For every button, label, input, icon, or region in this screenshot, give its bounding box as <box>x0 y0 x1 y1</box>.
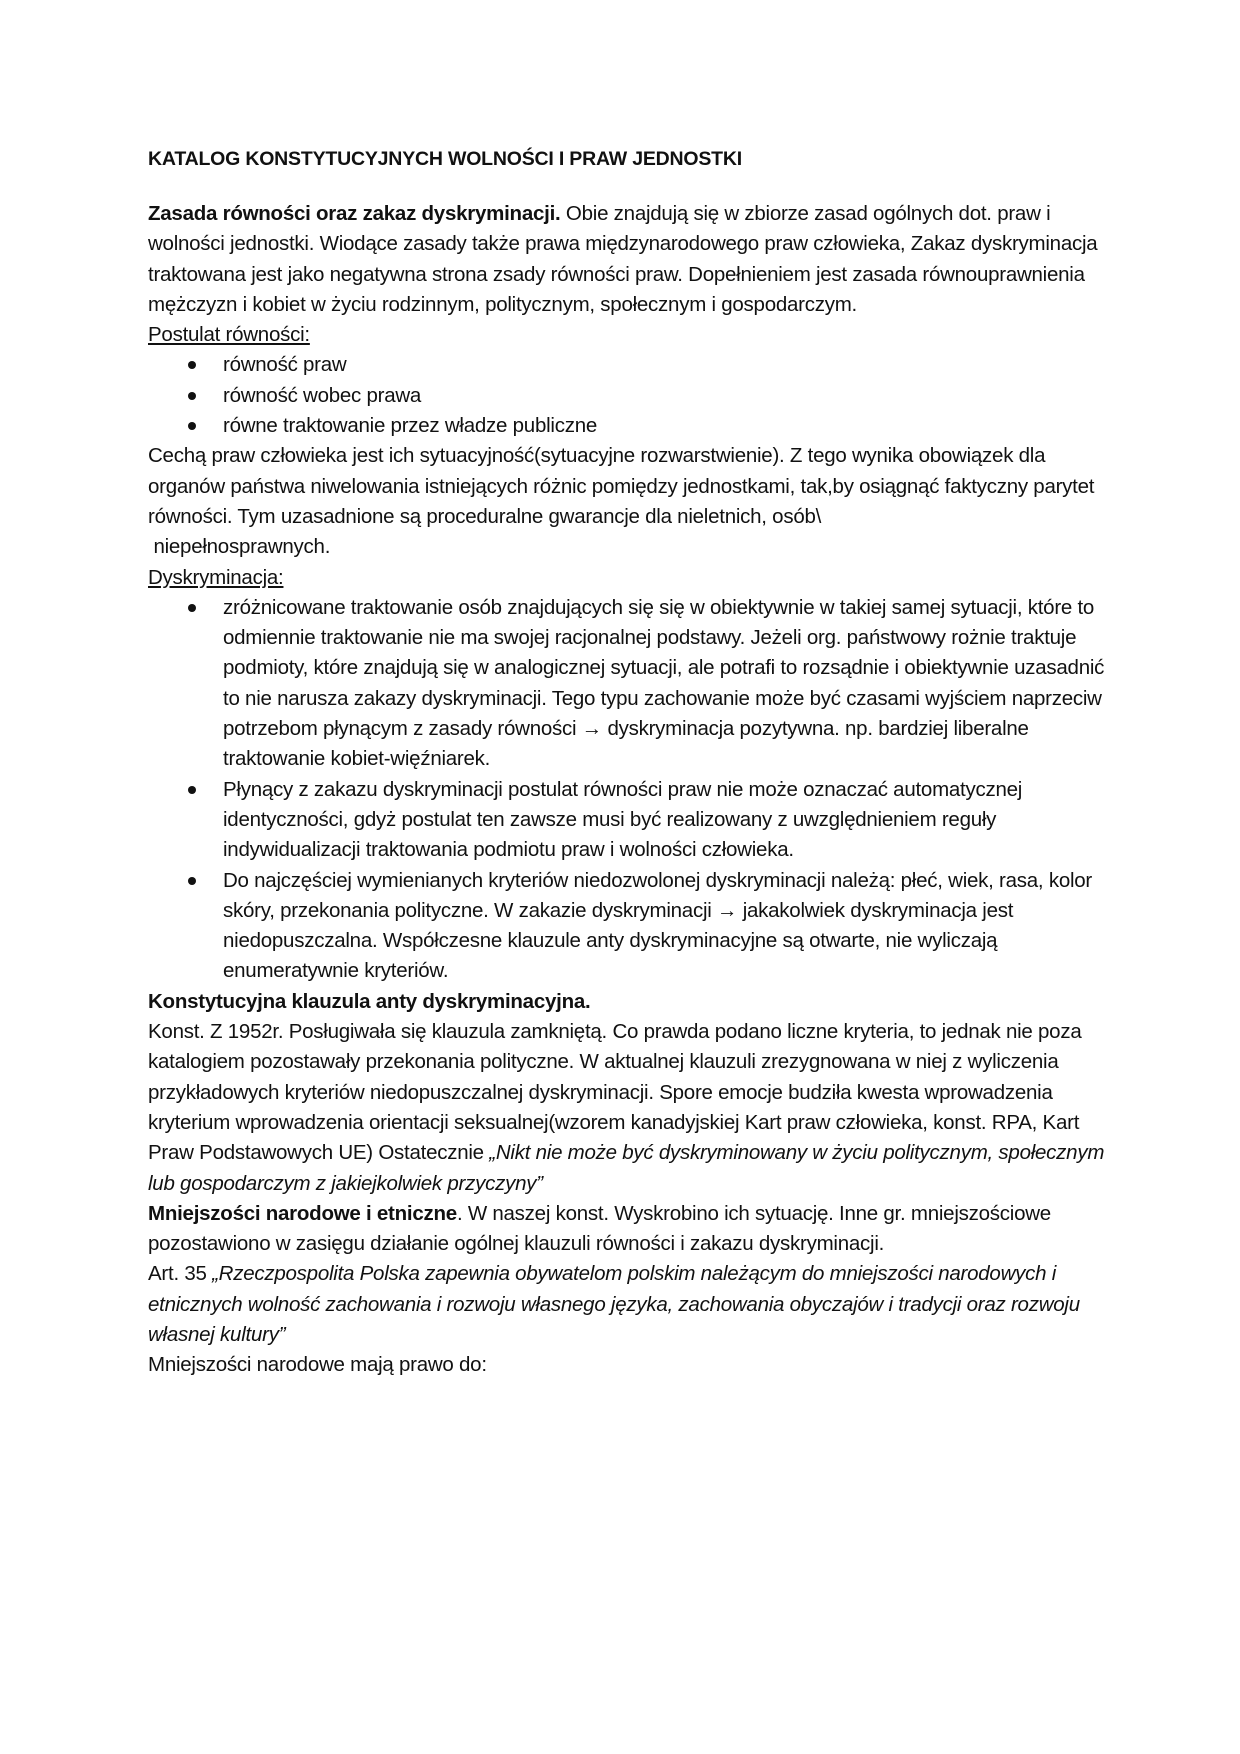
list-item: zróżnicowane traktowanie osób znajdujących się się w obiektywnie w takiej samej sytuacji, które to odmiennie traktowanie nie ma swojej racjonalnej podstawy. Jeżeli org. państwowy rożnie traktuje podmioty, które znajdują się w analogicznej sytuacji, ale potrafi to rozsądnie i obiektywnie uzasadnić to nie narusza zakazy dyskryminacji. Tego typu zachowanie może być czasami wyjściem naprzeciw potrzebom płynącym z zasady równości → dyskryminacja pozytywna. np. bardziej liberalne traktowanie kobiet-więźniarek. <box>148 593 1120 775</box>
paragraph-last: Mniejszości narodowe mają prawo do: <box>148 1353 487 1377</box>
paragraph-klauzula: Konst. Z 1952r. Posługiwała się klauzula zamkniętą. Co prawda podano liczne kryteria, to jednak nie poza katalogiem pozostawały przekonania polityczne. W aktualnej klauzuli zrezygnowana w niej z wyliczenia przykładowych kryteriów niedopuszczalnej dyskryminacji. Spore emocje budziła kwesta wprowadzenia kryterium wprowadzenia orientacji seksualnej(wzorem kanadyjskiej Kart praw człowieka, konst. RPA, Kart Praw Podstawowych UE) Ostatecznie „Nikt nie może być dyskryminowany w życiu politycznym, społecznym lub gospodarczym z jakiejkolwiek przyczyny” <box>148 1020 1105 1195</box>
postulat-list <box>148 350 1120 441</box>
art35-quote: „Rzeczpospolita Polska zapewnia obywatelom polskim należącym do mniejszości narodowych i etnicznych wolność zachowania i rozwoju własnego języka, zachowania obyczajów i tradycji oraz rozwoju własnej kultury” <box>148 1262 1080 1346</box>
paragraph-minorities: Mniejszości narodowe i etniczne. W naszej konst. Wyskrobino ich sytuację. Inne gr. mniejszościowe pozostawiono w zasięgu działanie ogólnej klauzuli równości i zakazu dyskryminacji. <box>148 1201 1051 1256</box>
document-title: KATALOG KONSTYTUCYJNYCH WOLNOŚCI I PRAW JEDNOSTKI <box>148 148 742 170</box>
klauzula-quote: „Nikt nie może być dyskryminowany w życiu politycznym, społecznym lub gospodarczym z jakiejkolwiek przyczyny” <box>148 1141 1105 1195</box>
paragraph-art35: Art. 35 „Rzeczpospolita Polska zapewnia obywatelom polskim należącym do mniejszości narodowych i etnicznych wolność zachowania i rozwoju własnego języka, zachowania obyczajów i tradycji oraz rozwoju własnej kultury” <box>148 1262 1080 1346</box>
bullet-icon <box>188 604 196 612</box>
equality-heading: Zasada równości oraz zakaz dyskryminacji. <box>148 202 561 225</box>
bullet-icon <box>188 392 196 400</box>
paragraph-situational: Cechą praw człowieka jest ich sytuacyjność(sytuacyjne rozwarstwienie). Z tego wynika obowiązek dla organów państwa niwelowania istniejących różnic pomiędzy jednostkami, tak,by osiągnąć faktyczny parytet równości. Tym uzasadnione są proceduralne gwarancje dla nieletnich, osób\ <box>148 444 1095 528</box>
list-item: Płynący z zakazu dyskryminacji postulat równości praw nie może oznaczać automatycznej identyczności, gdyż postulat ten zawsze musi być realizowany z uwzględnieniem reguły indywidualizacji traktowania podmiotu praw i wolności człowieka. <box>148 775 1120 866</box>
bullet-icon <box>188 786 196 794</box>
list-item: równość praw <box>148 350 1120 380</box>
postulat-heading: Postulat równości: <box>148 323 310 347</box>
list-item: równość wobec prawa <box>148 381 1120 411</box>
dyskryminacja-list <box>148 593 1120 987</box>
bullet-icon <box>188 361 196 369</box>
klauzula-heading: Konstytucyjna klauzula anty dyskryminacyjna. <box>148 989 591 1013</box>
list-item: Do najczęściej wymienianych kryteriów niedozwolonej dyskryminacji należą: płeć, wiek, rasa, kolor skóry, przekonania polityczne. W zakazie dyskryminacji → jakakolwiek dyskryminacja jest niedopuszczalna. Współczesne klauzule anty dyskryminacyjne są otwarte, nie wyliczają enumeratywnie kryteriów. <box>148 866 1120 987</box>
bullet-icon <box>188 422 196 430</box>
dyskryminacja-heading: Dyskryminacja: <box>148 565 284 589</box>
paragraph-equality <box>148 199 1120 320</box>
list-item: równe traktowanie przez władze publiczne <box>148 411 1120 441</box>
bullet-icon <box>188 877 196 885</box>
equality-text: Obie znajdują się w zbiorze zasad ogólnych dot. praw i wolności jednostki. Wiodące zasady także prawa międzynarodowego praw człowieka, Zakaz dyskryminacja traktowana jest jako negatywna strona zsady równości praw. Dopełnieniem jest zasada równouprawnienia mężczyzn i kobiet w życiu rodzinnym, politycznym, społecznym i gospodarczym. <box>148 202 1098 316</box>
minorities-heading: Mniejszości narodowe i etniczne <box>148 1201 457 1225</box>
paragraph-situational-tail: niepełnosprawnych. <box>148 535 331 559</box>
